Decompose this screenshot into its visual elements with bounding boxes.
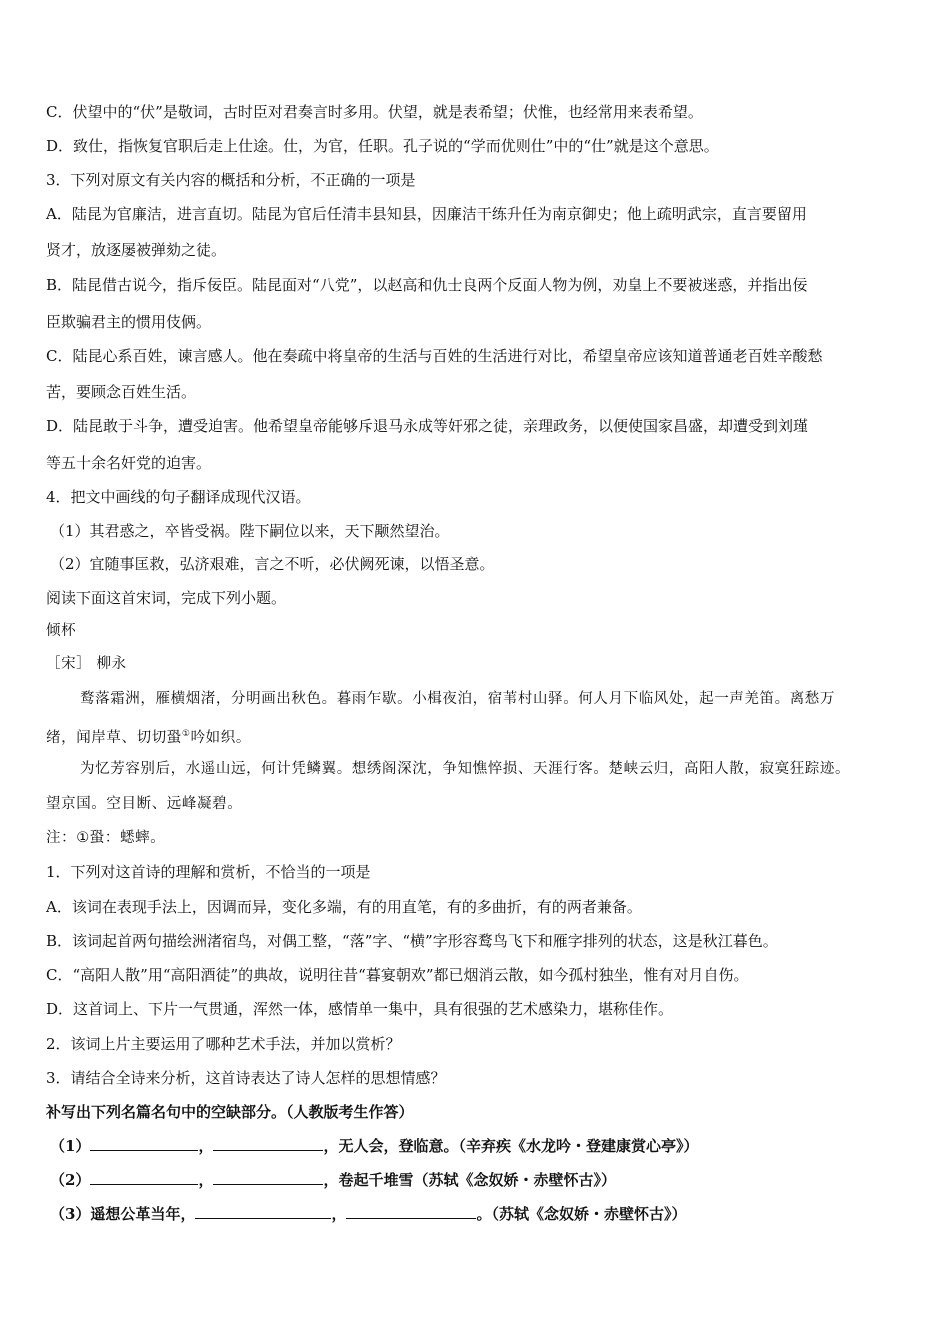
poem-author: ［宋］ 柳永 (46, 656, 127, 672)
q3-option-c-line2: 苦，要顾念百姓生活。 (46, 383, 197, 401)
poem-q1-option-d: D．这首词上、下片一气贯通，浑然一体，感情单一集中，具有很强的艺术感染力，堪称佳作。 (46, 1000, 674, 1018)
poem-q3: 3．请结合全诗来分析，这首诗表达了诗人怎样的思想情感？ (46, 1069, 446, 1087)
footnote-mark: ① (181, 729, 191, 739)
answer-blank[interactable] (90, 1170, 198, 1185)
separator: ， (198, 1137, 214, 1155)
fill-item-3-head: （3）遥想公革当年， (50, 1205, 196, 1223)
q2-option-c: C．伏望中的“伏”是敬词，古时臣对君奏言时多用。伏望，就是表希望；伏惟，也经常用来表希望。 (46, 103, 703, 121)
poem-q1-stem: 1．下列对这首诗的理解和赏析，不恰当的一项是 (46, 863, 371, 881)
poem-stanza1-line2 (46, 724, 251, 748)
q3-option-d-line1: D．陆昆敢于斗争，遭受迫害。他希望皇帝能够斥退马永成等奸邪之徒，亲理政务，以便使国家昌盛，却遭受到刘瑾 (46, 417, 809, 435)
poem-title: 倾杯 (46, 623, 77, 639)
fill-item-2 (50, 1170, 616, 1190)
q3-option-a-line1: A．陆昆为官廉洁，进言直切。陆昆为官后任清丰县知县，因廉洁干练升任为南京御史；他上疏明武宗，直言要留用 (46, 205, 807, 223)
poem-intro: 阅读下面这首宋词，完成下列小题。 (46, 589, 287, 607)
q3-option-d-line2: 等五十余名奸党的迫害。 (46, 454, 212, 472)
q2-option-d: D．致仕，指恢复官职后走上仕途。仕，为官，任职。孔子说的“学而优则仕”中的“仕”就是这个意思。 (46, 137, 719, 155)
q4-stem: 4．把文中画线的句子翻译成现代汉语。 (46, 488, 311, 506)
q4-sentence-2: （2）宜随事匡救，弘济艰难，言之不听，必伏阙死谏，以悟圣意。 (50, 555, 495, 573)
answer-blank[interactable] (213, 1170, 323, 1185)
q3-option-a-line2: 贤才，放逐屡被弹劾之徒。 (46, 241, 227, 259)
poem-note: 注：①蛩：蟋蟀。 (46, 830, 166, 846)
poem-stanza2-line1: 为忆芳容别后，水遥山远，何计凭鳞翼。想绣阁深沈，争知憔悴损、天涯行客。楚峡云归，高阳人散，寂寞狂踪迹。 (80, 761, 851, 777)
fill-item-3 (50, 1204, 686, 1224)
separator: ， (198, 1171, 214, 1189)
fill-item-2-tail: ，卷起千堆雪（苏轼《念奴娇・赤壁怀古》） (323, 1171, 616, 1189)
poem-stanza1-line2-b: 吟如织。 (190, 729, 251, 746)
poem-stanza1-line1: 鹜落霜洲，雁横烟渚，分明画出秋色。暮雨乍歇。小楫夜泊，宿苇村山驿。何人月下临风处，起一声羌笛。离愁万 (80, 691, 835, 707)
fill-item-1-tail: ，无人会，登临意。（辛弃疾《水龙吟・登建康赏心亭》） (323, 1137, 699, 1155)
answer-blank[interactable] (346, 1204, 476, 1219)
separator: ， (331, 1205, 347, 1223)
answer-blank[interactable] (213, 1136, 323, 1151)
poem-q1-option-a: A．该词在表现手法上，因调而异，变化多端，有的用直笔，有的多曲折，有的两者兼备。 (46, 898, 642, 916)
fill-item-1 (50, 1136, 698, 1156)
poem-q1-option-c: C．“高阳人散”用“高阳酒徒”的典故，说明往昔“暮宴朝欢”都已烟消云散，如今孤村独坐，惟有对月自伤。 (46, 966, 749, 984)
fill-item-3-tail: 。（苏轼《念奴娇・赤壁怀古》） (476, 1205, 687, 1223)
fill-item-2-number: （2） (50, 1171, 91, 1189)
poem-q2: 2．该词上片主要运用了哪种艺术手法，并加以赏析？ (46, 1035, 401, 1053)
fill-item-1-number: （1） (50, 1137, 91, 1155)
poem-q1-option-b: B．该词起首两句描绘洲渚宿鸟，对偶工整，“落”字、“横”字形容鹜鸟飞下和雁字排列的状态，这是秋江暮色。 (46, 932, 778, 950)
q3-option-b-line1: B．陆昆借古说今，指斥佞臣。陆昆面对“八党”，以赵高和仇士良两个反面人物为例，劝皇上不要被迷惑，并指出佞 (46, 276, 808, 294)
q4-sentence-1: （1）其君惑之，卒皆受祸。陛下嗣位以来，天下颙然望治。 (50, 522, 450, 540)
poem-stanza2-line2: 望京国。空目断、远峰凝碧。 (46, 796, 243, 812)
answer-blank[interactable] (195, 1204, 331, 1219)
q3-option-b-line2: 臣欺骗君主的惯用伎俩。 (46, 313, 212, 331)
q3-option-c-line1: C．陆昆心系百姓，谏言感人。他在奏疏中将皇帝的生活与百姓的生活进行对比，希望皇帝应该知道普通老百姓辛酸愁 (46, 347, 823, 365)
answer-blank[interactable] (90, 1136, 198, 1151)
q3-stem: 3．下列对原文有关内容的概括和分析，不正确的一项是 (46, 171, 416, 189)
fill-heading: 补写出下列名篇名句中的空缺部分。（人教版考生作答） (46, 1103, 414, 1121)
poem-stanza1-line2-a: 绪，闻岸草、切切蛩 (46, 729, 182, 746)
